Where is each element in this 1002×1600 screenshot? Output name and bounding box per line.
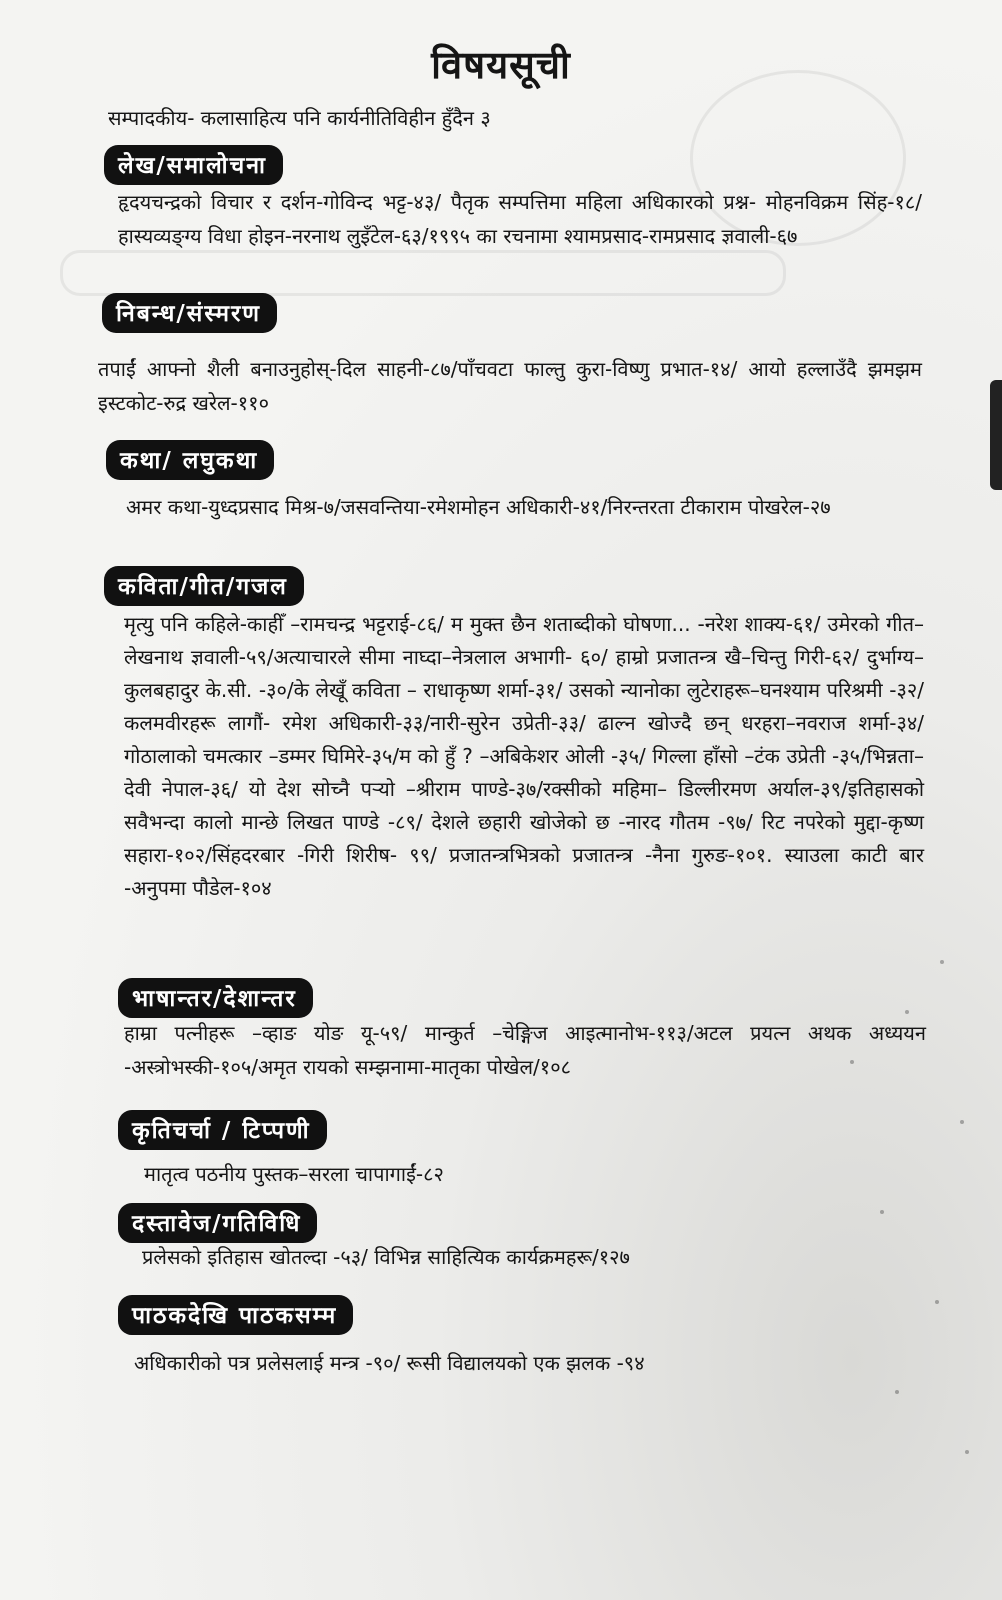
editorial-line: सम्पादकीय- कलासाहित्य पनि कार्यनीतिविहीन हुँदैन ३ [108,106,491,130]
ink-speck [960,1120,964,1124]
ink-speck [895,1390,899,1394]
section-body-stories: अमर कथा-युध्दप्रसाद मिश्र-७/जसवन्तिया-रमेशमोहन अधिकारी-४१/निरन्तरता टीकाराम पोखरेल-२७ [126,495,831,519]
faded-stamp-mark [60,250,786,296]
section-heading-poems: कविता/गीत/गजल [104,566,304,606]
section-body-poems: मृत्यु पनि कहिले-काहीँ –रामचन्द्र भट्टराई-८६/ म मुक्त छैन शताब्दीको घोषणा... -नरेश शाक्य-६१/ उमेरको गीत–लेखनाथ ज्ञवाली-५९/अत्याचारले सीमा नाघ्दा–नेत्रलाल अभागी- ६०/ हाम्रो प्रजातन्त्र खै–चिन्तु गिरी-६२/ दुर्भाग्य–कुलबहादुर के.सी. -३०/के लेखूँ कविता – राधाकृष्ण शर्मा-३१/ उसको न्यानोका लुटेराहरू–घनश्याम परिश्रमी -३२/कलमवीरहरू लागौं- रमेश अधिकारी-३३/नारी-सुरेन उप्रेती-३३/ ढाल्न खोज्दै छन् धरहरा–नवराज शर्मा-३४/गोठालाको चमत्कार –डम्मर घिमिरे-३५/म को हुँ ? –अबिकेशर ओली -३५/ गिल्ला हाँसो –टंक उप्रेती -३५/भिन्नता–देवी नेपाल-३६/ यो देश सोच्नै पर्‍यो –श्रीराम पाण्डे-३७/रक्सीको महिमा– डिल्लीरमण अर्याल-३९/इतिहासको सवैभन्दा कालो मान्छे लिखत पाण्डे -८९/ देशले छहारी खोजेको छ -नारद गौतम -९७/ रिट नपरेको मुद्दा-कृष्ण सहारा-१०२/सिंहदरबार -गिरी शिरीष- ९९/ प्रजातन्त्रभित्रको प्रजातन्त्र -नैना गुरुङ-१०१. स्याउला काटी बार -अनुपमा पौडेल-१०४ [124,612,924,900]
ink-speck [940,960,944,964]
ink-speck [935,1300,939,1304]
ink-speck [965,1450,969,1454]
section-heading-stories: कथा/ लघुकथा [106,440,274,480]
section-heading-essays: निबन्ध/संस्मरण [102,293,277,333]
section-heading-reviews: कृतिचर्चा / टिप्पणी [118,1110,327,1150]
page-title: विषयसूची [431,43,571,87]
section-heading-articles: लेख/समालोचना [104,145,283,185]
section-body-reviews: मातृत्व पठनीय पुस्तक–सरला चापागाईं-८२ [144,1162,444,1186]
section-body-letters: अधिकारीको पत्र प्रलेसलाई मन्त्र -९०/ रूसी विद्यालयको एक झलक -९४ [134,1351,645,1375]
binding-mark [990,380,1002,490]
section-heading-translations: भाषान्तर/देशान्तर [118,978,313,1018]
section-body-documents: प्रलेसको इतिहास खोतल्दा -५३/ विभिन्न साहित्यिक कार्यक्रमहरू/१२७ [142,1245,630,1269]
section-body-translations: हाम्रा पत्नीहरू –व्हाङ योङ यू-५९/ मान्कुर्त –चेङ्गिज आइत्मानोभ-११३/अटल प्रयत्न अथक अध्ययन -अस्त्रोभस्की-१०५/अमृत रायको सम्झनामा-मातृका पोखेल/१०८ [124,1021,926,1079]
section-heading-documents: दस्तावेज/गतिविधि [118,1203,317,1243]
section-heading-letters: पाठकदेखि पाठकसम्म [118,1295,353,1335]
ink-speck [880,1210,884,1214]
section-body-articles: हृदयचन्द्रको विचार र दर्शन-गोविन्द भट्ट-४३/ पैतृक सम्पत्तिमा महिला अधिकारको प्रश्न- मोहनविक्रम सिंह-१८/हास्यव्यङ्ग्य विधा होइन-नरनाथ लुइँटेल-६३/१९९५ का रचनामा श्यामप्रसाद-रामप्रसाद ज्ञवाली-६७ [118,190,922,248]
section-body-essays: तपाईं आफ्नो शैली बनाउनुहोस्-दिल साहनी-८७/पाँचवटा फाल्तु कुरा-विष्णु प्रभात-१४/ आयो हल्लाउँदै झमझम इस्टकोट-रुद्र खरेल-११० [98,357,922,415]
ink-speck [905,1010,909,1014]
